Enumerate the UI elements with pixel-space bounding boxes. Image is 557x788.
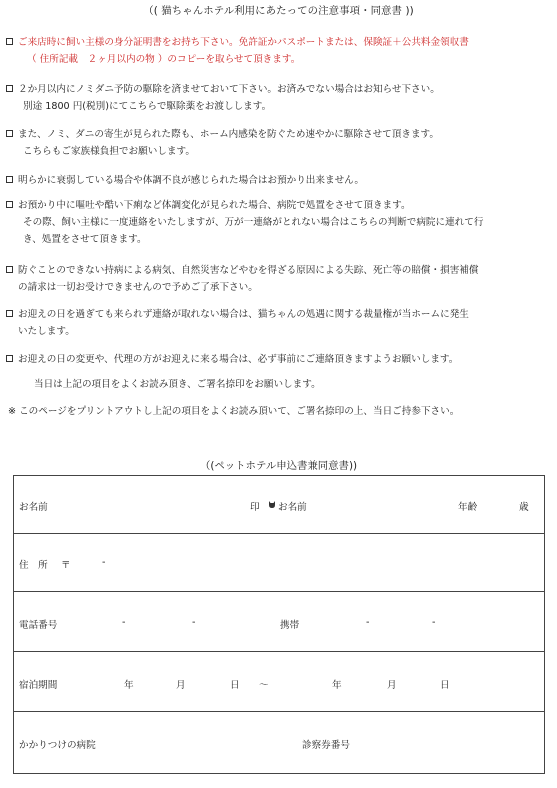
card-number-label: 診察券番号 xyxy=(302,740,350,751)
application-form xyxy=(13,475,545,774)
checkbox[interactable] xyxy=(6,201,13,208)
start-day: 日 xyxy=(230,680,240,691)
notice-item-4 xyxy=(0,172,557,189)
notice-line: 明らかに衰弱している場合や体調不良が感じられた場合はお預かり出来ません。 xyxy=(18,175,364,186)
form-row-phone[interactable] xyxy=(14,591,544,652)
age-label: 年齢 xyxy=(458,502,478,513)
closing-text: 当日は上記の項目をよくお読み頂き、ご署名捺印をお願いします。 xyxy=(34,379,321,390)
age-unit: 歳 xyxy=(519,502,529,513)
mobile-dash: - xyxy=(432,617,436,628)
notice-item-2 xyxy=(0,81,557,115)
postal-mark: 〒 xyxy=(61,560,71,571)
checkbox[interactable] xyxy=(6,176,13,183)
end-month: 月 xyxy=(387,680,397,691)
end-day: 日 xyxy=(440,680,450,691)
form-row-stay[interactable] xyxy=(14,651,544,712)
checkbox[interactable] xyxy=(6,130,13,137)
notice-line: いたします。 xyxy=(18,326,75,337)
form-row-address[interactable] xyxy=(14,533,544,592)
notice-line: お預かり中に嘔吐や酷い下痢など体調変化が見られた場合、病院で処置をさせて頂きます。 xyxy=(18,200,411,211)
notice-item-7 xyxy=(0,306,557,340)
pet-name-label: お名前 xyxy=(278,502,307,513)
notice-line: き、処置をさせて頂きます。 xyxy=(23,234,147,245)
notice-line: こちらもご家族様負担でお願いします。 xyxy=(23,146,195,157)
stay-label: 宿泊期間 xyxy=(19,680,58,691)
cat-icon xyxy=(267,499,277,511)
form-row-clinic[interactable] xyxy=(14,711,544,773)
checkbox[interactable] xyxy=(6,85,13,92)
mobile-label: 携帯 xyxy=(280,620,300,631)
notice-item-5 xyxy=(0,197,557,248)
phone-dash: - xyxy=(192,617,196,628)
notice-line: その際、飼い主様に一度連絡をいたしますが、万が一連絡がとれない場合はこちらの判断で病院に連れて行 xyxy=(23,217,484,228)
notice-line: また、ノミ、ダニの寄生が見られた際も、ホーム内感染を防ぐため速やかに駆除させて頂きます。 xyxy=(18,129,439,140)
checkbox[interactable] xyxy=(6,38,13,45)
notice-item-6 xyxy=(0,262,557,296)
notice-item-8 xyxy=(0,351,557,368)
print-note: ※ このページをプリントアウトし上記の項目をよくお読み頂いて、ご署名捺印の上、当日ご持参下さい。 xyxy=(8,406,460,417)
range-tilde: ～ xyxy=(259,680,269,691)
clinic-label: かかりつけの病院 xyxy=(19,740,96,751)
start-year: 年 xyxy=(124,680,134,691)
phone-dash: - xyxy=(122,617,126,628)
end-year: 年 xyxy=(332,680,342,691)
notice-line: お迎えの日を過ぎても来られず連絡が取れない場合は、猫ちゃんの処遇に関する裁量権が当ホームに発生 xyxy=(18,309,469,320)
notice-line: の請求は一切お受けできませんので予めご了承下さい。 xyxy=(18,282,258,293)
page-title: （( 猫ちゃんホテル利用にあたっての注意事項・同意書 )) xyxy=(143,5,414,17)
start-month: 月 xyxy=(176,680,186,691)
checkbox[interactable] xyxy=(6,266,13,273)
notice-line: 別途 1800 円(税別)にてこちらで駆除薬をお渡しします。 xyxy=(23,101,272,112)
postal-dash: - xyxy=(102,557,106,568)
form-title: （(ペットホテル申込書兼同意書)) xyxy=(199,460,358,472)
notice-line: お迎えの日の変更や、代理の方がお迎えに来る場合は、必ず事前にご連絡頂きますようお願いします。 xyxy=(18,354,459,365)
notice-item-1 xyxy=(0,34,557,68)
checkbox[interactable] xyxy=(6,355,13,362)
owner-name-label: お名前 xyxy=(19,502,48,513)
notice-line: ２か月以内にノミダニ予防の駆除を済ませておいて下さい。お済みでない場合はお知らせ下さい。 xyxy=(18,84,440,95)
mobile-dash: - xyxy=(366,617,370,628)
form-row-name[interactable] xyxy=(14,476,544,534)
address-label: 住 所 xyxy=(19,560,48,571)
notice-line: ご来店時に飼い主様の身分証明書をお持ち下さい。免許証かパスポートまたは、保険証＋公共料金領収書 xyxy=(18,37,469,48)
notice-item-3 xyxy=(0,126,557,160)
notice-line: （ 住所記載 ２ヶ月以内の物 ）のコピーを取らせて頂きます。 xyxy=(27,54,301,65)
notice-line: 防ぐことのできない持病による病気、自然災害などやむを得ざる原因による失踪、死亡等の賠償・損害補償 xyxy=(18,265,479,276)
seal-label: 印 xyxy=(250,502,260,513)
phone-label: 電話番号 xyxy=(19,620,58,631)
checkbox[interactable] xyxy=(6,310,13,317)
